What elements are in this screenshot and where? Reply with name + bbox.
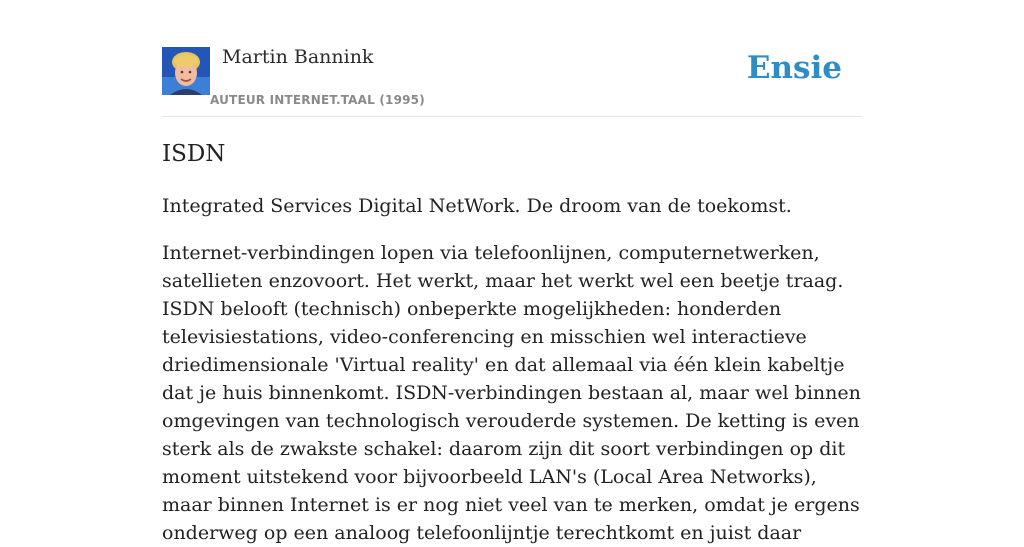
author-name[interactable]: Martin Bannink: [222, 46, 374, 68]
author-photo-icon: [162, 47, 210, 95]
article-lead: Integrated Services Digital NetWork. De droom van de toekomst.: [162, 195, 792, 217]
author-avatar[interactable]: [162, 47, 210, 95]
article-content: [162, 138, 862, 547]
article-body: Internet-verbindingen lopen via telefoonlijnen, computernetwerken, satellieten enzovoort. Het werkt, maar het werkt wel een beetje traag. ISDN belooft (technisch) onbeperkte mogelijkheden: honderden televisiestations, video-conferencing en misschien wel interactieve driedimensionale 'Virtual reality' en dat allemaal via één klein kabeltje dat je huis binnenkomt. ISDN-verbindingen bestaan al, maar wel binnen omgevingen van technologisch verouderde systemen. De ketting is even sterk als de zwakste schakel: daarom zijn dit soort verbindingen op dit moment uitstekend voor bijvoorbeeld LAN's (Local Area Networks), maar binnen Internet is er nog niet veel van te merken, omdat je ergens onderweg op een analoog telefoonlijntje terechtkomt en juist daar: [162, 242, 861, 544]
article-title: ISDN: [162, 141, 226, 167]
article-header: [162, 44, 862, 117]
author-role: AUTEUR INTERNET.TAAL (1995): [210, 93, 425, 107]
ensie-logo-link[interactable]: Ensie: [746, 50, 842, 86]
